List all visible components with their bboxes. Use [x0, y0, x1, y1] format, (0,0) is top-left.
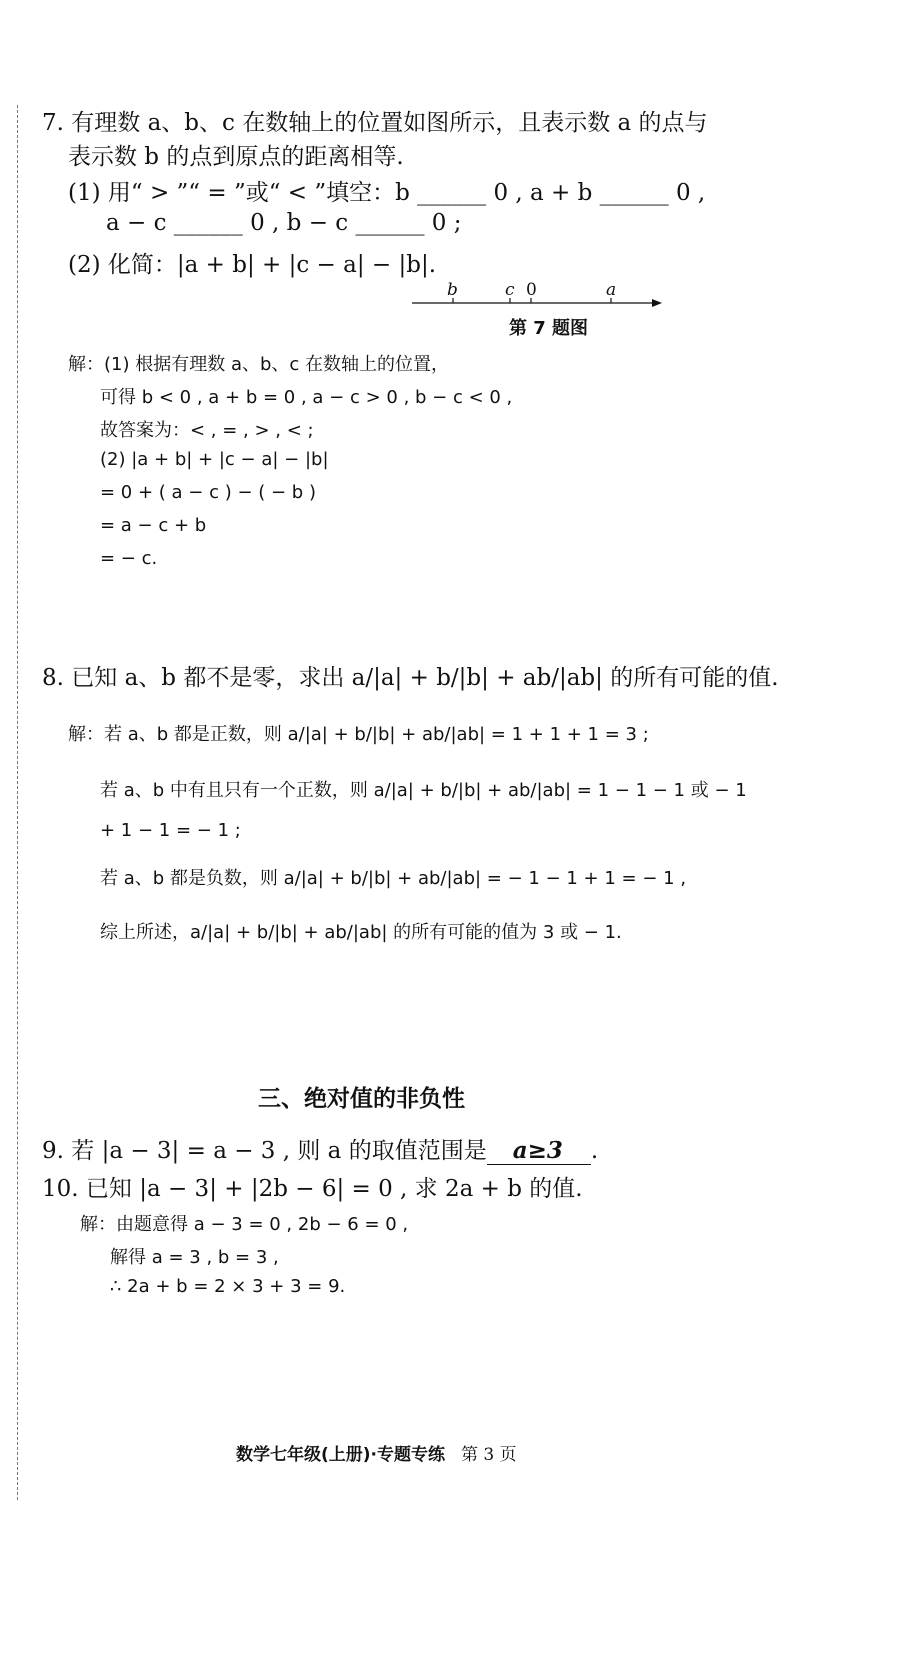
q9-answer: a≥3	[487, 1137, 591, 1165]
q7-solution-line-1: 解：(1) 根据有理数 a、b、c 在数轴上的位置，	[68, 354, 450, 375]
q7-line-1: 7. 有理数 a、b、c 在数轴上的位置如图所示，且表示数 a 的点与	[42, 110, 708, 136]
q7-solution-line-2: 可得 b < 0 , a + b = 0 , a − c > 0 , b − c < 0 ,	[100, 387, 513, 408]
q7-solution-line-7: = − c.	[100, 548, 158, 569]
q10-solution-line-2: 解得 a = 3 , b = 3 ,	[110, 1247, 279, 1268]
q7-part1-a: (1) 用“ > ”“ = ”或“ < ”填空：b ______ 0 , a + b ______ 0 ,	[68, 180, 706, 206]
q9-line	[42, 1132, 598, 1165]
figure-caption: 第 7 题图	[509, 318, 589, 339]
q8-solution-line-4: 若 a、b 都是负数，则 a/|a| + b/|b| + ab/|ab| = − 1 − 1 + 1 = − 1 ,	[100, 868, 687, 889]
number-line-label-0: 0	[526, 280, 537, 300]
q9-end: .	[590, 1138, 599, 1164]
q10-stem: 10. 已知 |a − 3| + |2b − 6| = 0 , 求 2a + b 的值.	[42, 1176, 583, 1202]
q7-line-2: 表示数 b 的点到原点的距离相等.	[68, 144, 404, 170]
q8-solution-line-5: 综上所述，a/|a| + b/|b| + ab/|ab| 的所有可能的值为 3 或 − 1.	[100, 922, 622, 943]
number-line-label-c: c	[505, 280, 515, 300]
footer-page-number: 第 3 页	[461, 1445, 517, 1465]
q7-part2: (2) 化简：|a + b| + |c − a| − |b|.	[68, 252, 437, 278]
q7-solution-line-3: 故答案为：< , = , > , < ;	[100, 420, 314, 441]
q8-solution-line-1: 解：若 a、b 都是正数，则 a/|a| + b/|b| + ab/|ab| = 1 + 1 + 1 = 3 ;	[68, 724, 649, 745]
q7-solution-line-4: (2) |a + b| + |c − a| − |b|	[100, 449, 329, 470]
q8-stem: 8. 已知 a、b 都不是零，求出 a/|a| + b/|b| + ab/|ab| 的所有可能的值.	[42, 665, 779, 691]
number-line-arrow	[652, 299, 662, 307]
binding-dashed-line	[17, 105, 18, 1500]
q7-part1-b: a − c ______ 0 , b − c ______ 0 ;	[106, 210, 462, 236]
q8-solution-line-3: + 1 − 1 = − 1 ;	[100, 820, 241, 841]
number-line-label-b: b	[447, 280, 458, 300]
footer-book-title: 数学七年级(上册)·专题专练	[236, 1445, 445, 1465]
number-line-label-a: a	[606, 280, 617, 300]
page-footer	[236, 1440, 517, 1465]
q7-solution-line-6: = a − c + b	[100, 515, 207, 536]
section-title: 三、绝对值的非负性	[258, 1086, 465, 1112]
q9-stem: 9. 若 |a − 3| = a − 3 , 则 a 的取值范围是	[42, 1138, 487, 1164]
q7-solution-line-5: = 0 + ( a − c ) − ( − b )	[100, 482, 316, 503]
q10-solution-line-1: 解：由题意得 a − 3 = 0 , 2b − 6 = 0 ,	[80, 1214, 409, 1235]
q10-solution-line-3: ∴ 2a + b = 2 × 3 + 3 = 9.	[110, 1276, 346, 1297]
q8-solution-line-2: 若 a、b 中有且只有一个正数，则 a/|a| + b/|b| + ab/|ab| = 1 − 1 − 1 或 − 1	[100, 780, 747, 801]
